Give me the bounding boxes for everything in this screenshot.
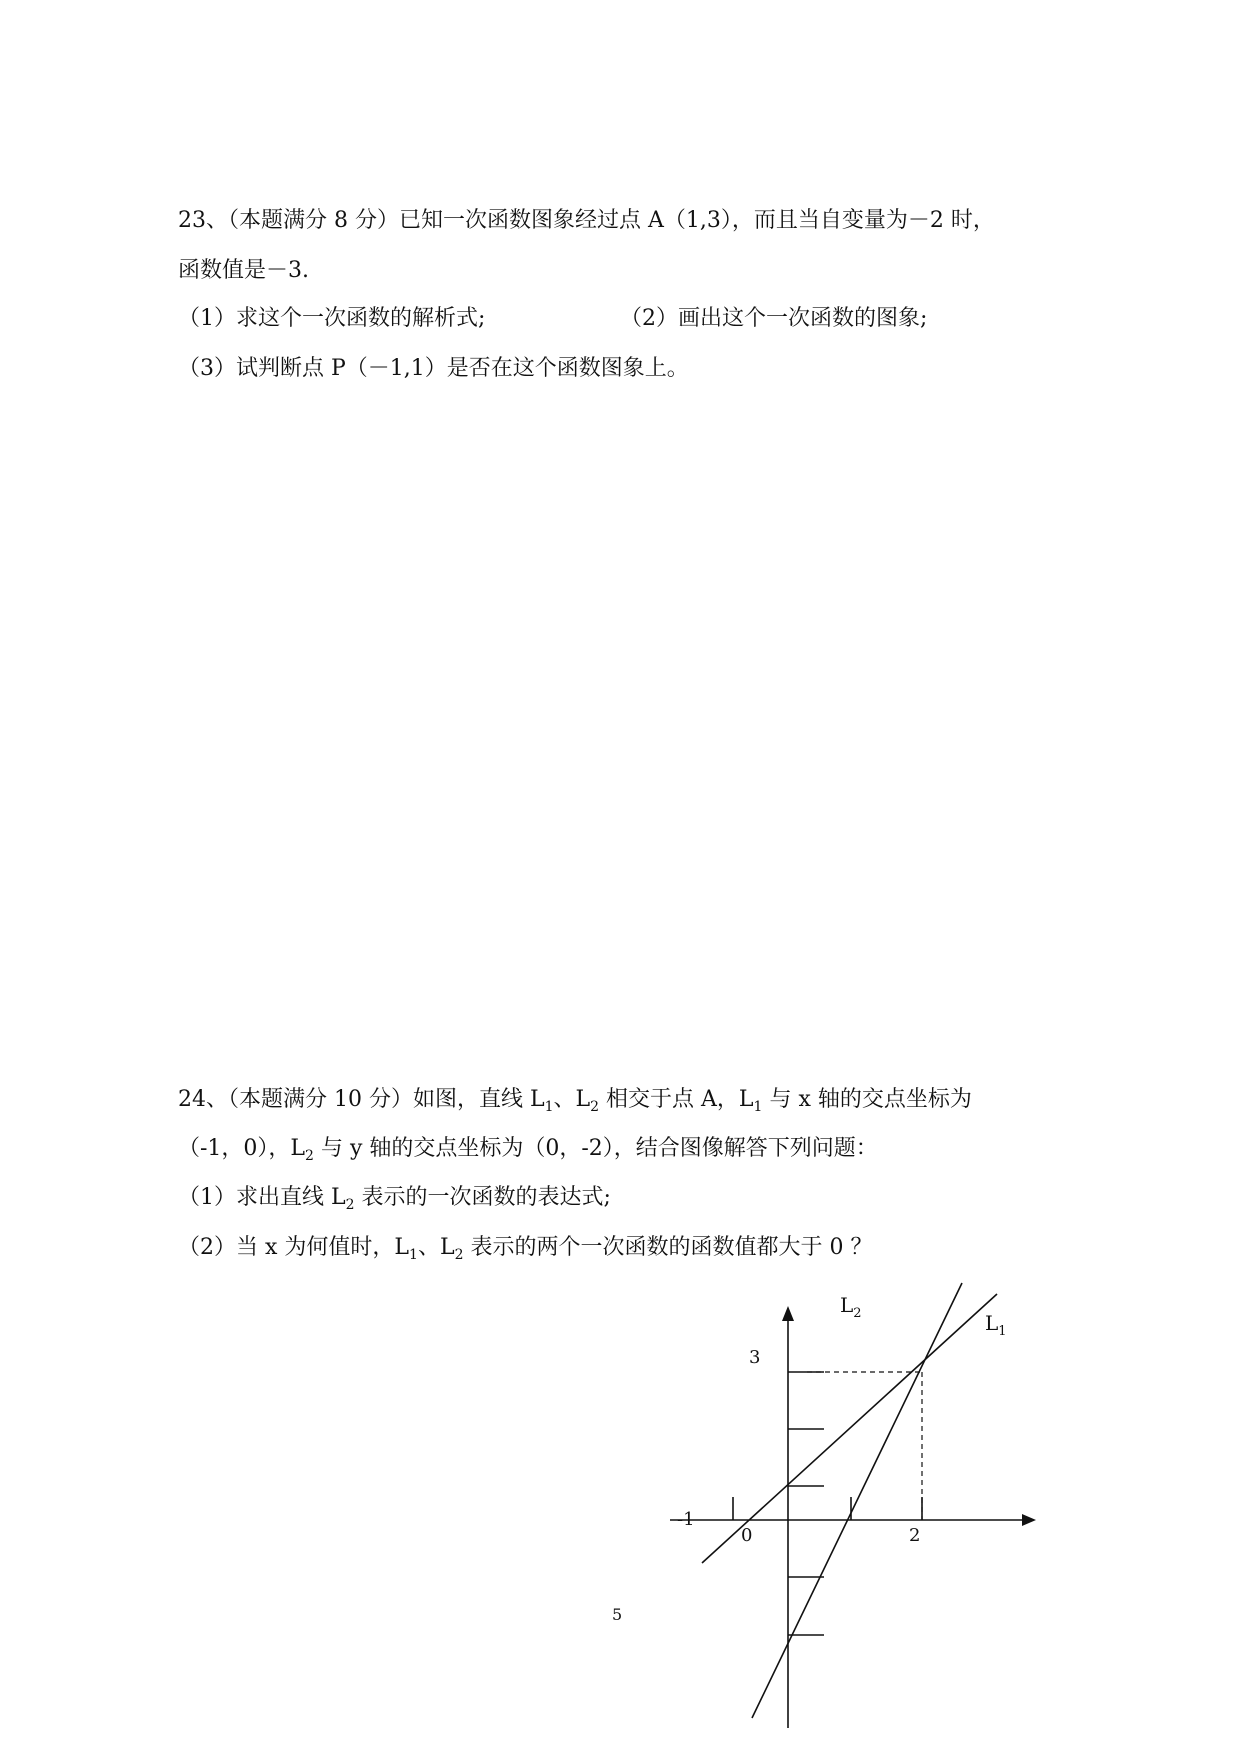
q24-part2: （2）当 x 为何值时，$L_1$、$L_2$ 表示的两个一次函数的函数值都大于 0 ？ xyxy=(178,1235,873,1263)
q23-part3: （3）试判断点 P（－1,1）是否在这个函数图象上。 xyxy=(178,356,689,381)
q24-line2: （-1，0），$L_2$ 与 y 轴的交点坐标为（0，-2），结合图像解答下列问题： xyxy=(178,1136,878,1164)
line-L1 xyxy=(702,1294,997,1563)
q23-part2: （2）画出这个一次函数的图象; xyxy=(620,306,928,331)
q24-line1: 24、（本题满分 10 分）如图，直线 $L_1$、$L_2$ 相交于点 A，$L_1$ 与 x 轴的交点坐标为 xyxy=(178,1087,972,1115)
q23-line2: 函数值是－3. xyxy=(178,258,309,283)
q23-line1: 23、（本题满分 8 分）已知一次函数图象经过点 A（1,3），而且当自变量为－2 时， xyxy=(178,208,995,233)
line-L2 xyxy=(752,1283,962,1718)
label-L2: $L_2$ xyxy=(840,1293,862,1321)
tick-label-neg1: -1 xyxy=(677,1509,695,1530)
q24-part1: （1）求出直线 $L_2$ 表示的一次函数的表达式; xyxy=(178,1185,611,1213)
tick-label-origin: 0 xyxy=(741,1525,753,1546)
y-axis-arrow xyxy=(782,1306,794,1321)
tick-label-3: 3 xyxy=(749,1347,761,1368)
page-number: 5 xyxy=(612,1605,623,1624)
label-L1: $L_1$ xyxy=(985,1311,1007,1339)
q23-part1: （1）求这个一次函数的解析式; xyxy=(178,306,486,331)
x-axis-arrow xyxy=(1022,1514,1036,1526)
tick-label-2: 2 xyxy=(909,1525,921,1546)
